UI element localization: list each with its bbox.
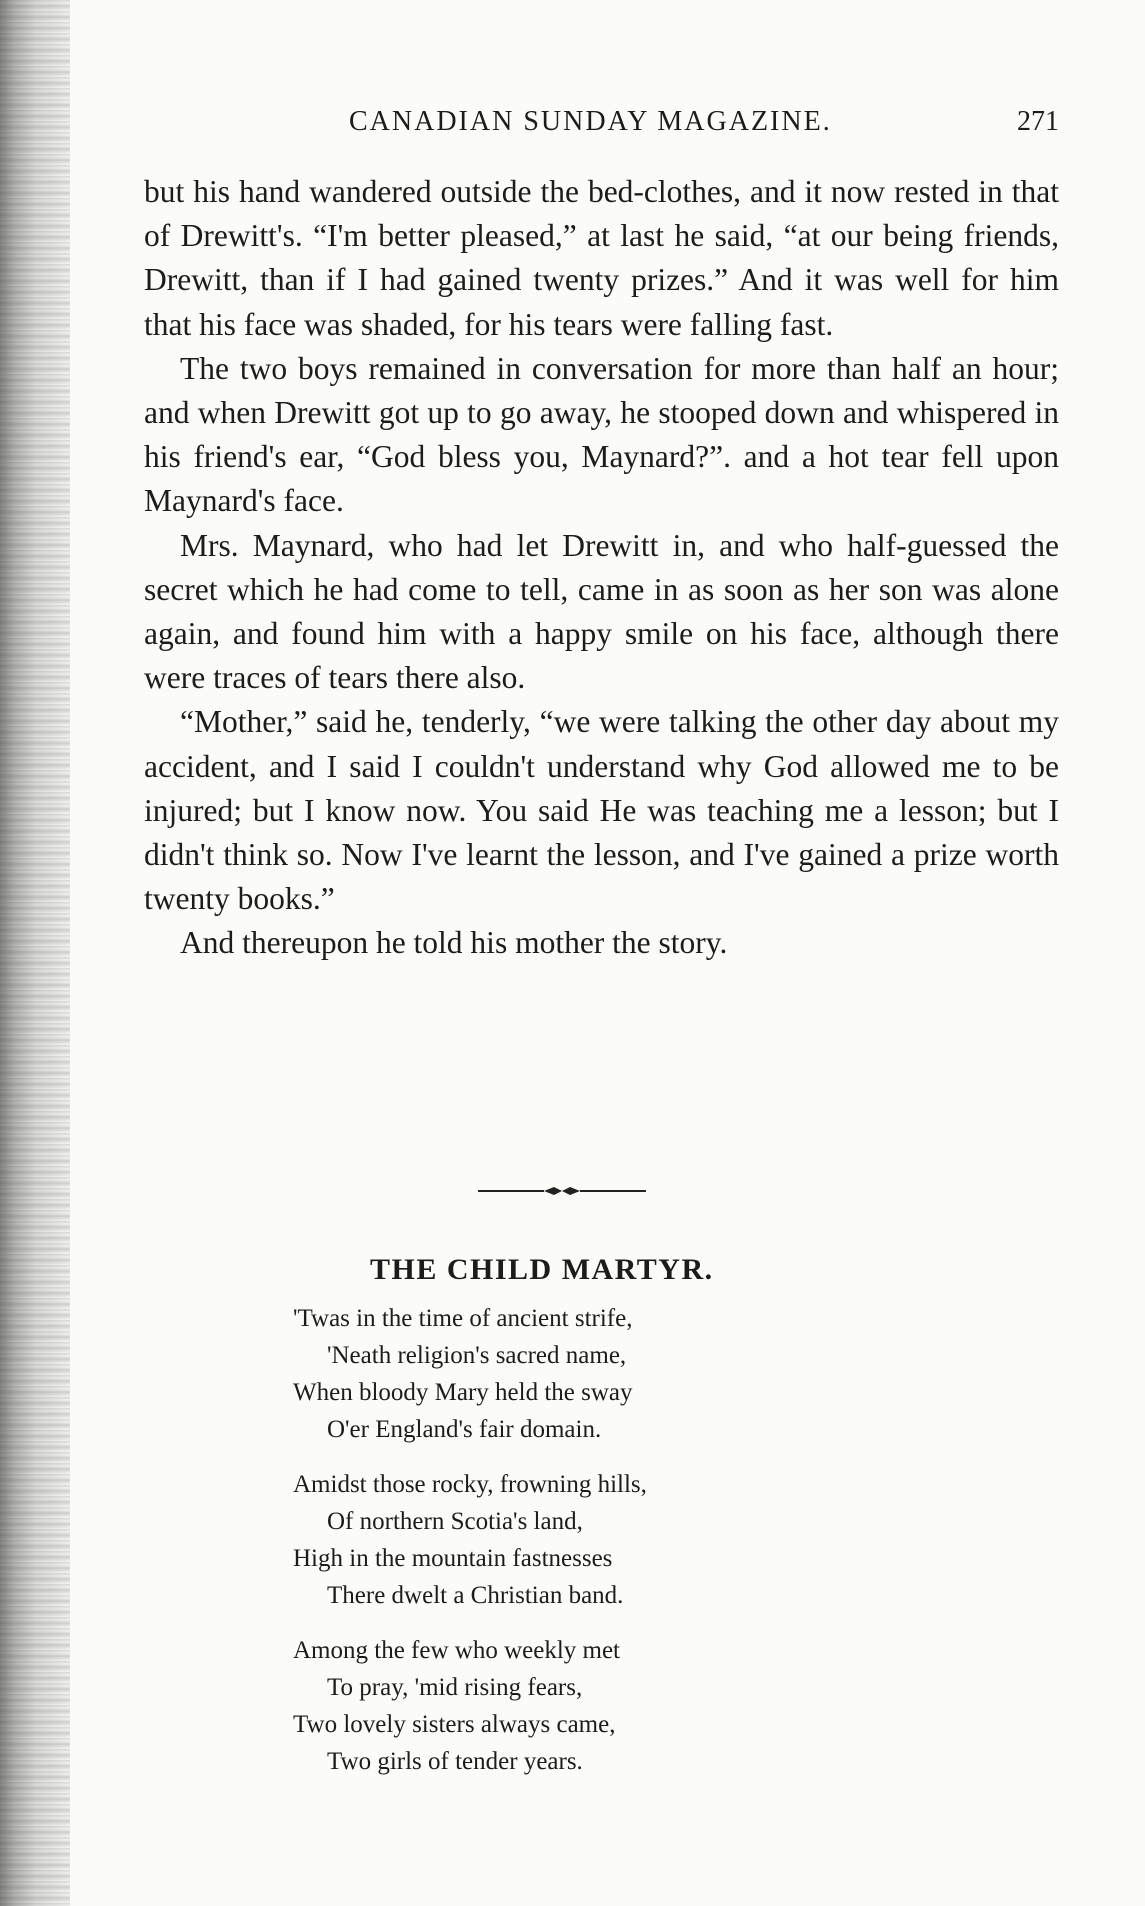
- poem-stanza: [293, 1300, 813, 1448]
- paragraph: but his hand wandered outside the bed-clothes, and it now rested in that of Drewitt's. “I'm better pleased,” at last he said, “at our being friends, Drewitt, than if I had gained twenty prizes.” And it was well for him that his face was shaded, for his tears were falling fast.: [144, 174, 1059, 342]
- poem-line: Two girls of tender years.: [327, 1748, 583, 1775]
- paragraph: The two boys remained in conversation for more than half an hour; and when Drewitt got up to go away, he stooped down and whispered in his friend's ear, “God bless you, Maynard?”. and a hot tear fell upon Maynard's face.: [144, 350, 1059, 519]
- poem-line: Amidst those rocky, frowning hills,: [293, 1471, 647, 1498]
- poem-line: 'Neath religion's sacred name,: [327, 1342, 627, 1369]
- poem-line: Of northern Scotia's land,: [327, 1508, 583, 1535]
- poem-line: High in the mountain fastnesses: [293, 1545, 613, 1572]
- page-binding-edge: [0, 0, 70, 1906]
- poem-line: 'Twas in the time of ancient strife,: [293, 1305, 633, 1332]
- running-head: CANADIAN SUNDAY MAGAZINE.: [349, 106, 832, 137]
- poem-body: [293, 1300, 813, 1798]
- page-header: [144, 106, 1059, 146]
- poem-line: There dwelt a Christian band.: [327, 1582, 624, 1609]
- poem-stanza: [293, 1466, 813, 1614]
- poem-line: O'er England's fair domain.: [327, 1416, 602, 1443]
- poem-stanza: [293, 1632, 813, 1780]
- paragraph: Mrs. Maynard, who had let Drewitt in, and who half-guessed the secret which he had come to tell, came in as soon as her son was alone again, and found him with a happy smile on his face, although there were traces of tears there also.: [144, 527, 1059, 696]
- story-text: [144, 170, 1059, 966]
- poem-title: THE CHILD MARTYR.: [370, 1253, 714, 1286]
- poem-line: When bloody Mary held the sway: [293, 1379, 633, 1406]
- paragraph: “Mother,” said he, tenderly, “we were talking the other day about my accident, and I said I couldn't understand why God allowed me to be injured; but I know now. You said He was teaching me a lesson; but I didn't think so. Now I've learnt the lesson, and I've gained a prize worth twenty books.”: [144, 704, 1059, 917]
- page-number: 271: [1017, 106, 1059, 137]
- section-divider-ornament: [478, 1184, 646, 1198]
- poem-line: To pray, 'mid rising fears,: [327, 1674, 583, 1701]
- paragraph: And thereupon he told his mother the story.: [180, 925, 728, 961]
- poem-line: Among the few who weekly met: [293, 1637, 621, 1664]
- poem-line: Two lovely sisters always came,: [293, 1711, 616, 1738]
